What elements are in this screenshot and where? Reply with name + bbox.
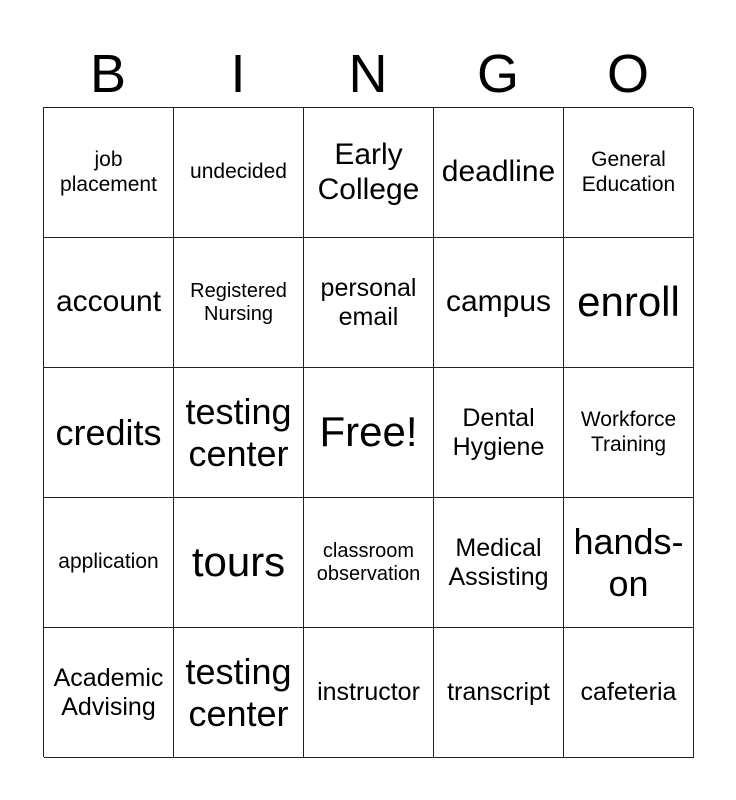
- bingo-cell[interactable]: application: [44, 498, 174, 628]
- bingo-cell[interactable]: transcript: [434, 628, 564, 758]
- bingo-cell[interactable]: testing center: [174, 368, 304, 498]
- free-space-cell[interactable]: Free!: [304, 368, 434, 498]
- bingo-cell[interactable]: personal email: [304, 238, 434, 368]
- bingo-cell[interactable]: undecided: [174, 108, 304, 238]
- bingo-cell[interactable]: Dental Hygiene: [434, 368, 564, 498]
- bingo-cell[interactable]: credits: [44, 368, 174, 498]
- bingo-cell[interactable]: job placement: [44, 108, 174, 238]
- bingo-cell[interactable]: General Education: [564, 108, 694, 238]
- bingo-cell[interactable]: Workforce Training: [564, 368, 694, 498]
- bingo-cell[interactable]: campus: [434, 238, 564, 368]
- bingo-cell[interactable]: testing center: [174, 628, 304, 758]
- bingo-cell[interactable]: deadline: [434, 108, 564, 238]
- bingo-cell[interactable]: enroll: [564, 238, 694, 368]
- header-letter-n: N: [348, 44, 388, 104]
- bingo-cell[interactable]: tours: [174, 498, 304, 628]
- bingo-board: [43, 107, 693, 757]
- bingo-cell[interactable]: Academic Advising: [44, 628, 174, 758]
- bingo-cell[interactable]: cafeteria: [564, 628, 694, 758]
- header-letter-o: O: [606, 44, 649, 104]
- bingo-cell[interactable]: Medical Assisting: [434, 498, 564, 628]
- bingo-cell[interactable]: classroom observation: [304, 498, 434, 628]
- header-letter-b: B: [89, 44, 127, 104]
- header-letter-i: I: [230, 44, 246, 104]
- header-letter-g: G: [476, 44, 519, 104]
- bingo-cell[interactable]: Registered Nursing: [174, 238, 304, 368]
- bingo-header: [43, 40, 693, 108]
- bingo-cell[interactable]: Early College: [304, 108, 434, 238]
- bingo-cell[interactable]: instructor: [304, 628, 434, 758]
- bingo-cell[interactable]: account: [44, 238, 174, 368]
- bingo-cell[interactable]: hands-on: [564, 498, 694, 628]
